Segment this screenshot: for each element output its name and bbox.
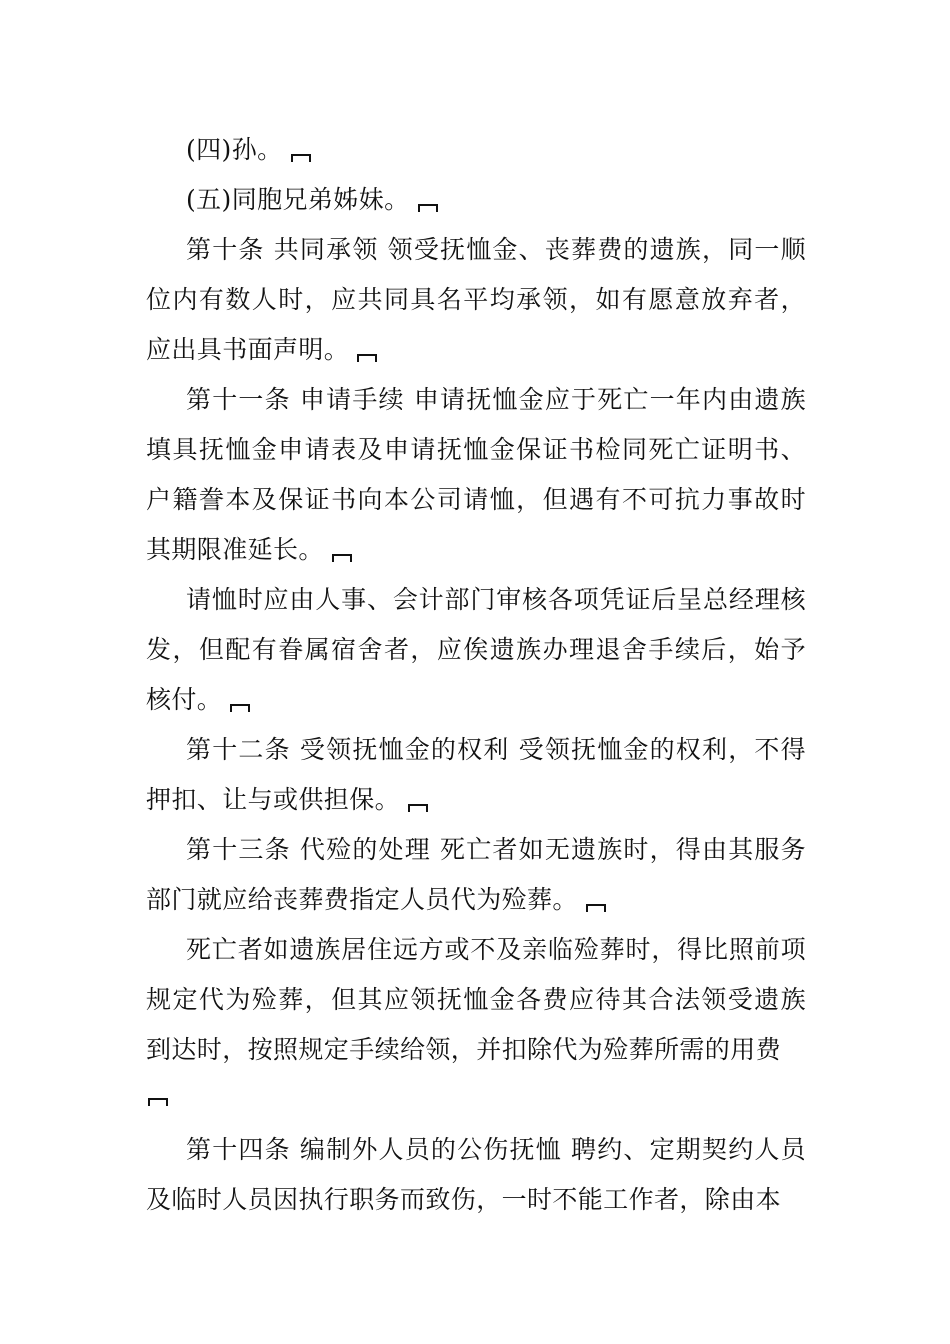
paragraph-text: 第十二条 受领抚恤金的权利 受领抚恤金的权利，不得押扣、让与或供担保。 (146, 735, 806, 814)
paragraph-2 (146, 175, 806, 225)
paragraph-mark-icon (332, 554, 352, 562)
paragraph-mark-icon (586, 904, 606, 912)
paragraph-mark-icon (357, 354, 377, 362)
paragraph-6 (146, 725, 806, 825)
paragraph-3 (146, 225, 806, 375)
paragraph-5 (146, 575, 806, 725)
paragraph-1 (146, 125, 806, 175)
paragraph-9 (146, 1125, 806, 1225)
paragraph-mark-icon (230, 704, 250, 712)
paragraph-8 (146, 925, 806, 1075)
paragraph-text: 请恤时应由人事、会计部门审核各项凭证后呈总经理核发，但配有眷属宿舍者，应俟遗族办理退舍手续后，始予核付。 (146, 585, 806, 714)
paragraph-mark-icon (291, 154, 311, 162)
paragraph-text: 第十一条 申请手续 申请抚恤金应于死亡一年内由遗族填具抚恤金申请表及申请抚恤金保证书检同死亡证明书、户籍誊本及保证书向本公司请恤，但遇有不可抗力事故时其期限准延长。 (146, 385, 806, 564)
paragraph-text: 第十四条 编制外人员的公伤抚恤 聘约、定期契约人员及临时人员因执行职务而致伤，一时不能工作者，除由本 (146, 1135, 806, 1214)
paragraph-mark-icon (418, 204, 438, 212)
paragraph-mark-icon (408, 804, 428, 812)
paragraph-text: 第十条 共同承领 领受抚恤金、丧葬费的遗族，同一顺位内有数人时，应共同具名平均承领，如有愿意放弃者，应出具书面声明。 (146, 235, 806, 364)
paragraph-text: 第十三条 代殓的处理 死亡者如无遗族时，得由其服务部门就应给丧葬费指定人员代为殓葬。 (146, 835, 806, 914)
paragraph-7 (146, 825, 806, 925)
paragraph-text: (四)孙。 (186, 135, 283, 164)
paragraph-text: (五)同胞兄弟姊妹。 (186, 185, 410, 214)
paragraph-text: 死亡者如遗族居住远方或不及亲临殓葬时，得比照前项规定代为殓葬，但其应领抚恤金各费应待其合法领受遗族到达时，按照规定手续给领，并扣除代为殓葬所需的用费 (146, 935, 806, 1064)
paragraph-4 (146, 375, 806, 575)
paragraph-mark-icon (148, 1098, 168, 1106)
